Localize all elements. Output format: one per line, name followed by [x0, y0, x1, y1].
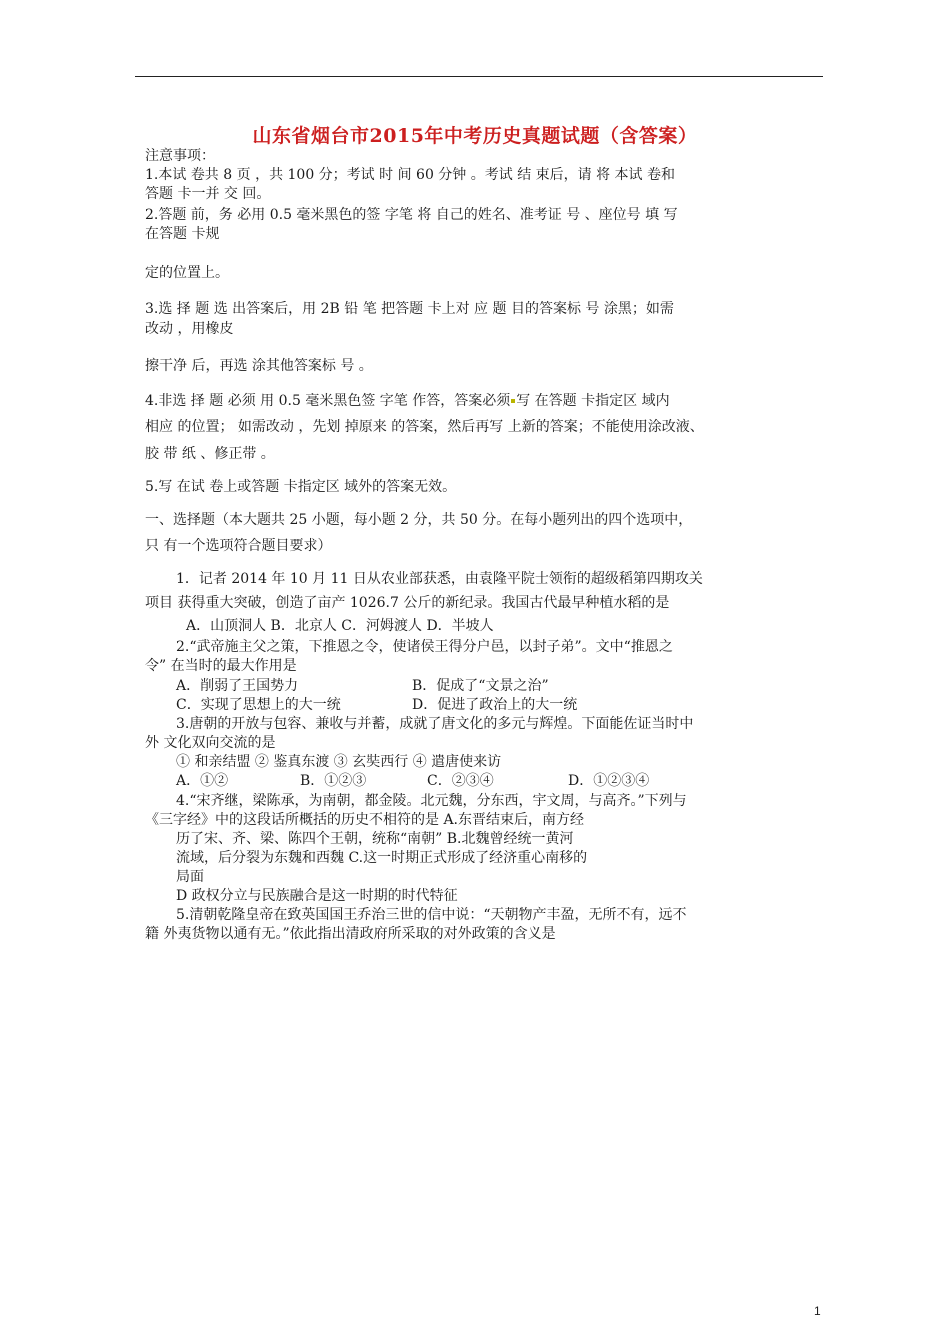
question-4-line-5: 局面	[176, 869, 204, 885]
notes-heading: 注意事项：	[145, 148, 215, 164]
question-3-line-2: 外 文化双向交流的是	[145, 735, 276, 751]
note-3-line-2: 改动 ，用橡皮	[145, 321, 234, 337]
note-2-line-2: 在答题 卡规	[145, 226, 220, 242]
note-2-line-3: 定的位置上。	[145, 265, 229, 281]
question-3-items: ① 和亲结盟 ② 鉴真东渡 ③ 玄奘西行 ④ 遣唐使来访	[176, 754, 502, 770]
question-4-option-d: D 政权分立与民族融合是这一时期的时代特征	[176, 888, 458, 904]
note-4-line-1-part-1: 4.非选 择 题 必须 用 0.5 毫米黑色签 字笔 作答，答案必须	[145, 393, 511, 409]
note-4-line-2: 相应 的位置； 如需改动 ，先划 掉原来 的答案，然后再写 上新的答案；不能使用涂改液、	[145, 419, 704, 435]
question-2-line-2: 令” 在当时的最大作用是	[145, 658, 297, 674]
note-4-line-1	[145, 392, 670, 410]
question-2-option-a: A．削弱了王国势力	[176, 678, 299, 694]
question-4-line-3: 历了宋、齐、梁、陈四个王朝，统称“南朝” B.北魏曾经统一黄河	[176, 831, 574, 847]
question-1-line-1: 1．记者 2014 年 10 月 11 日从农业部获悉，由袁隆平院士领衔的超级稻第四期攻关	[176, 571, 703, 587]
question-3-option-c: C．②③④	[427, 773, 494, 789]
note-3-line-1: 3.选 择 题 选 出答案后，用 2B 铅 笔 把答题 卡上对 应 题 目的答案标 号 涂黑；如需	[145, 301, 674, 317]
note-2-line-1: 2.答题 前，务 必用 0.5 毫米黑色的签 字笔 将 自己的姓名、准考证 号 、座位号 填 写	[145, 207, 678, 223]
note-4-line-1-part-2: 写 在答题 卡指定区 域内	[516, 393, 670, 409]
section-heading-line-1: 一、选择题（本大题共 25 小题，每小题 2 分，共 50 分。在每小题列出的四个选项中，	[145, 512, 693, 528]
question-2-option-c: C．实现了思想上的大一统	[176, 697, 341, 713]
note-4-line-3: 胶 带 纸 、修正带 。	[145, 446, 275, 462]
note-5: 5.写 在试 卷上或答题 卡指定区 域外的答案无效。	[145, 479, 457, 495]
question-5-line-1: 5.清朝乾隆皇帝在致英国国王乔治三世的信中说：“天朝物产丰盈，无所不有，远不	[176, 907, 687, 923]
question-3-line-1: 3.唐朝的开放与包容、兼收与并蓄，成就了唐文化的多元与辉煌。下面能佐证当时中	[176, 716, 694, 732]
question-4-line-1: 4.“宋齐继，梁陈承，为南朝，都金陵。北元魏，分东西，宇文周，与高齐。”下列与	[176, 793, 687, 809]
header-rule	[135, 76, 823, 77]
question-2-option-b: B．促成了“文景之治”	[412, 678, 549, 694]
question-1-options: A．山顶洞人 B．北京人 C．河姆渡人 D．半坡人	[186, 618, 494, 634]
question-5-line-2: 籍 外夷货物以通有无。”依此指出清政府所采取的对外政策的含义是	[145, 926, 556, 942]
note-3-line-3: 擦干净 后，再选 涂其他答案标 号 。	[145, 358, 373, 374]
question-2-option-d: D．促进了政治上的大一统	[412, 697, 578, 713]
page-number: 1	[814, 1304, 821, 1318]
note-1-line-2: 答题 卡一并 交 回。	[145, 186, 271, 202]
section-heading-line-2: 只 有一个选项符合题目要求）	[145, 538, 332, 554]
question-1-line-2: 项目 获得重大突破，创造了亩产 1026.7 公斤的新纪录。我国古代最早种植水稻的是	[145, 595, 670, 611]
question-4-line-4: 流域，后分裂为东魏和西魏 C.这一时期正式形成了经济重心南移的	[176, 850, 588, 866]
note-1-line-1: 1.本试 卷共 8 页 ，共 100 分；考试 时 间 60 分钟 。考试 结 束后，请 将 本试 卷和	[145, 167, 676, 183]
question-4-line-2: 《三字经》中的这段话所概括的历史不相符的是 A.东晋结束后，南方经	[145, 812, 585, 828]
question-3-option-a: A．①②	[176, 773, 229, 789]
document-title: 山东省烟台市2015年中考历史真题试题（含答案）	[252, 125, 698, 147]
question-3-option-d: D．①②③④	[568, 773, 650, 789]
question-2-line-1: 2.“武帝施主父之策，下推恩之令，使诸侯王得分户邑，以封子弟”。文中“推恩之	[176, 639, 673, 655]
marker-dot	[511, 399, 515, 403]
question-3-option-b: B．①②③	[300, 773, 367, 789]
